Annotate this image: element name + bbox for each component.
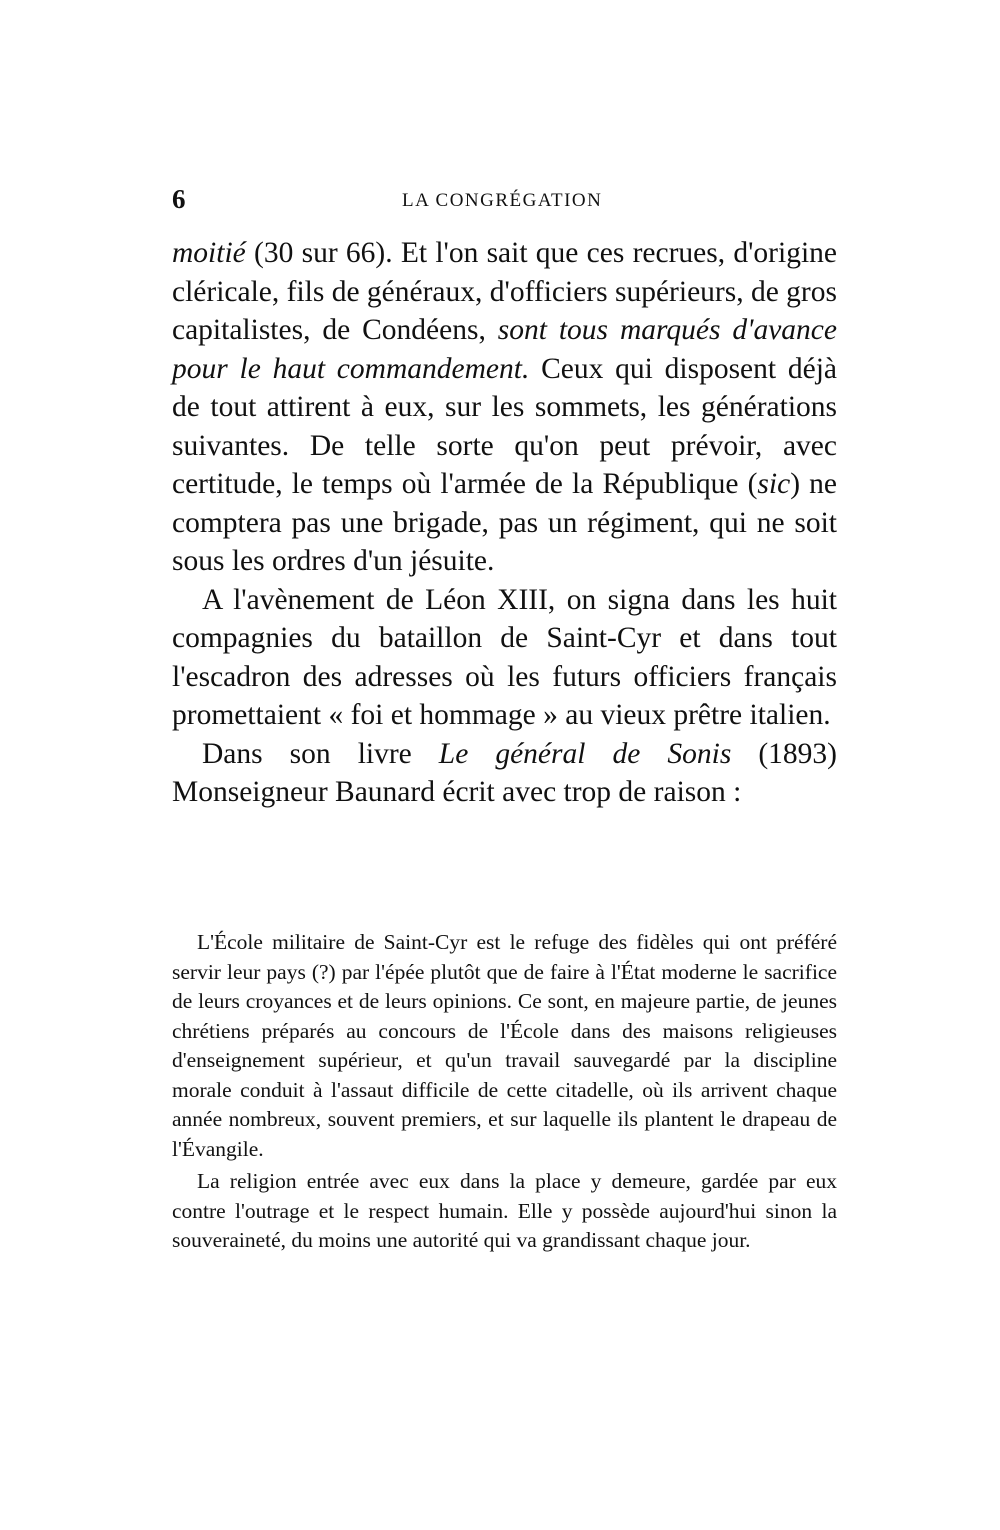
body-paragraph	[172, 234, 837, 581]
running-head	[172, 182, 837, 216]
italic-text: moitié	[172, 237, 246, 269]
text-run: Dans son livre	[202, 737, 439, 770]
page-number: 6	[172, 184, 186, 214]
italic-text: sic	[757, 468, 791, 500]
block-quote	[172, 928, 837, 1256]
running-title: LA CONGRÉGATION	[402, 190, 603, 211]
text-run: (30 sur 66). Et l'on sait que ces recrues, d'origine cléricale, fils de généraux, d'officiers supérieurs, de gros capitalistes, de Condéens,	[172, 237, 837, 346]
quote-paragraph: L'École militaire de Saint-Cyr est le refuge des fidèles qui ont préféré servir leur pays (?) par l'épée plutôt que de faire à l'État moderne le sacrifice de leurs croyances et de leurs opinions. Ce sont, en majeure partie, de jeunes chrétiens préparés au concours de l'École dans des maisons religieuses d'enseignement supérieur, et qu'un travail sauvegardé par la discipline morale conduit à l'assaut difficile de cette citadelle, où ils arrivent chaque année nombreux, souvent premiers, et sur laquelle ils plantent le drapeau de l'Évangile.	[172, 930, 837, 1161]
italic-text: sont tous marqués d'avance pour le haut commandement.	[172, 314, 837, 385]
text-run: Ceux qui disposent déjà de tout attirent à eux, sur les sommets, les générations suivantes. De telle sorte qu'on peut prévoir, avec certitude, le temps où l'armée de la République (	[172, 352, 837, 500]
text-run: (1893) Monseigneur Baunard écrit avec trop de raison :	[172, 737, 838, 808]
text-run: A l'avènement de Léon XIII, on signa dans les huit compagnies du bataillon de Saint-Cyr et dans tout l'escadron des adresses où les futurs officiers français promettaient « foi et hommage » au vieux prêtre italien.	[172, 583, 837, 731]
text-run: ) ne comptera pas une brigade, pas un régiment, qui ne soit sous les ordres d'un jésuite.	[172, 468, 837, 577]
quote-paragraph: La religion entrée avec eux dans la place y demeure, gardée par eux contre l'outrage et le respect humain. Elle y possède aujourd'hui sinon la souveraineté, du moins une autorité qui va grandissant chaque jour.	[172, 1169, 837, 1252]
body-paragraph	[172, 581, 837, 735]
main-text	[172, 234, 837, 812]
body-paragraph	[172, 735, 837, 812]
book-title: Le général de Sonis	[438, 737, 732, 770]
